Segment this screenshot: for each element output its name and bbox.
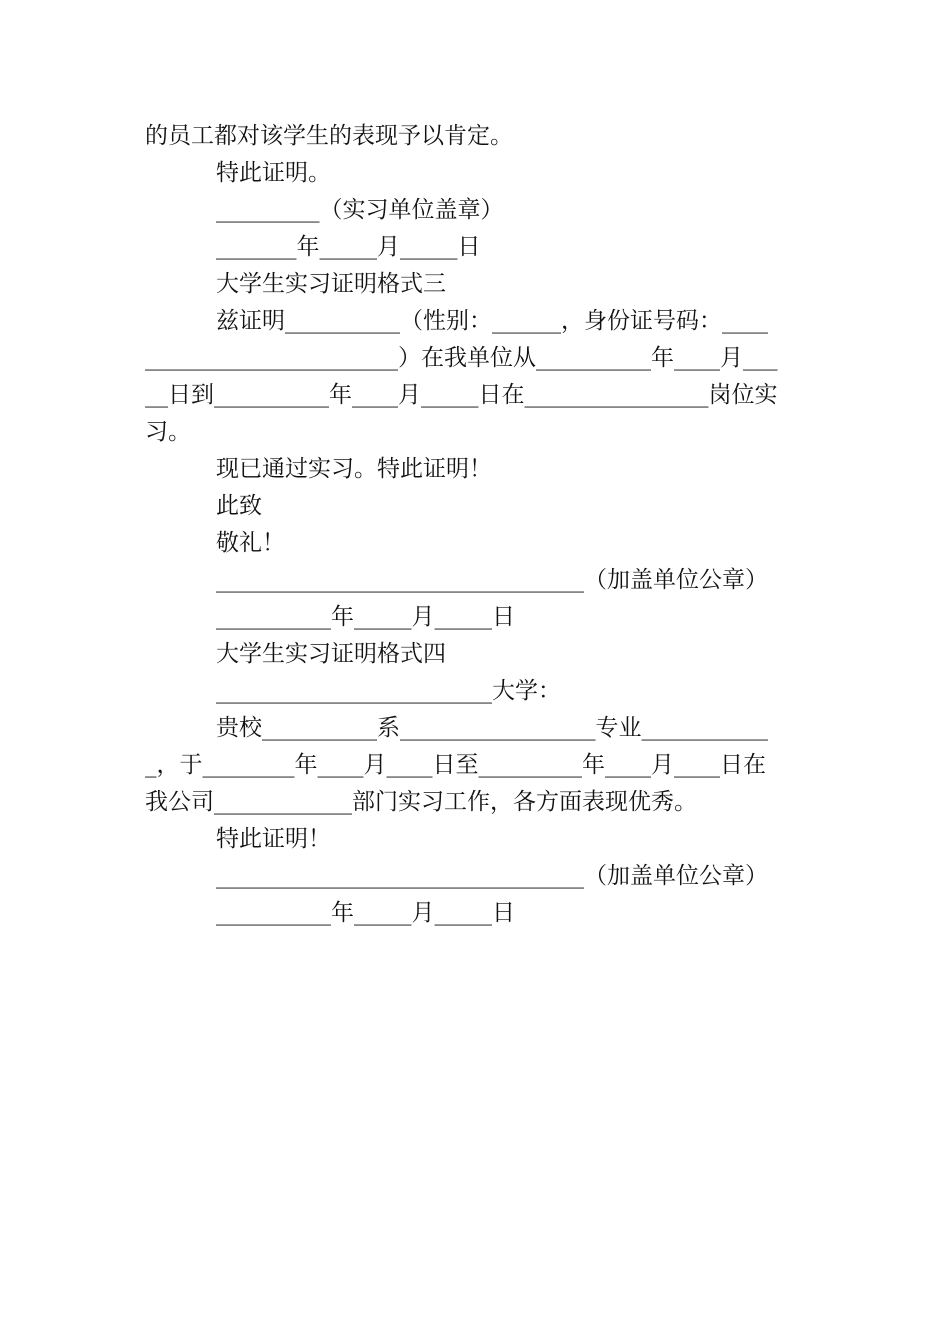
text-line: 贵校__________系_________________专业___________	[216, 715, 768, 741]
text-line: __日到__________年____月_____日在________________岗位实	[145, 382, 778, 408]
text-line: 特此证明。	[216, 160, 331, 186]
document-body	[145, 118, 805, 932]
text-line: 此致	[216, 493, 262, 519]
stamp-line: ________________________________（加盖单位公章）	[216, 863, 768, 889]
text-line: _，于________年____月____日至_________年____月____日在	[145, 752, 766, 778]
stamp-line: _________（实习单位盖章）	[216, 197, 504, 223]
text-line: 习。	[145, 419, 191, 445]
text-line: 敬礼！	[216, 530, 285, 556]
text-line: 特此证明！	[216, 826, 331, 852]
text-line: 兹证明__________（性别：______，身份证号码：____	[216, 308, 768, 334]
stamp-line: ________________________________（加盖单位公章）	[216, 567, 768, 593]
section-heading: 大学生实习证明格式三	[216, 271, 446, 297]
date-line: __________年_____月_____日	[216, 900, 515, 926]
date-line: __________年_____月_____日	[216, 604, 515, 630]
text-line: 我公司____________部门实习工作，各方面表现优秀。	[145, 789, 697, 815]
text-line: ______________________）在我单位从__________年____月___	[145, 345, 778, 371]
text-line: 现已通过实习。特此证明！	[216, 456, 492, 482]
date-line: _______年_____月_____日	[216, 234, 481, 260]
text-line: 的员工都对该学生的表现予以肯定。	[145, 123, 513, 149]
text-line: ________________________大学：	[216, 678, 561, 704]
section-heading: 大学生实习证明格式四	[216, 641, 446, 667]
